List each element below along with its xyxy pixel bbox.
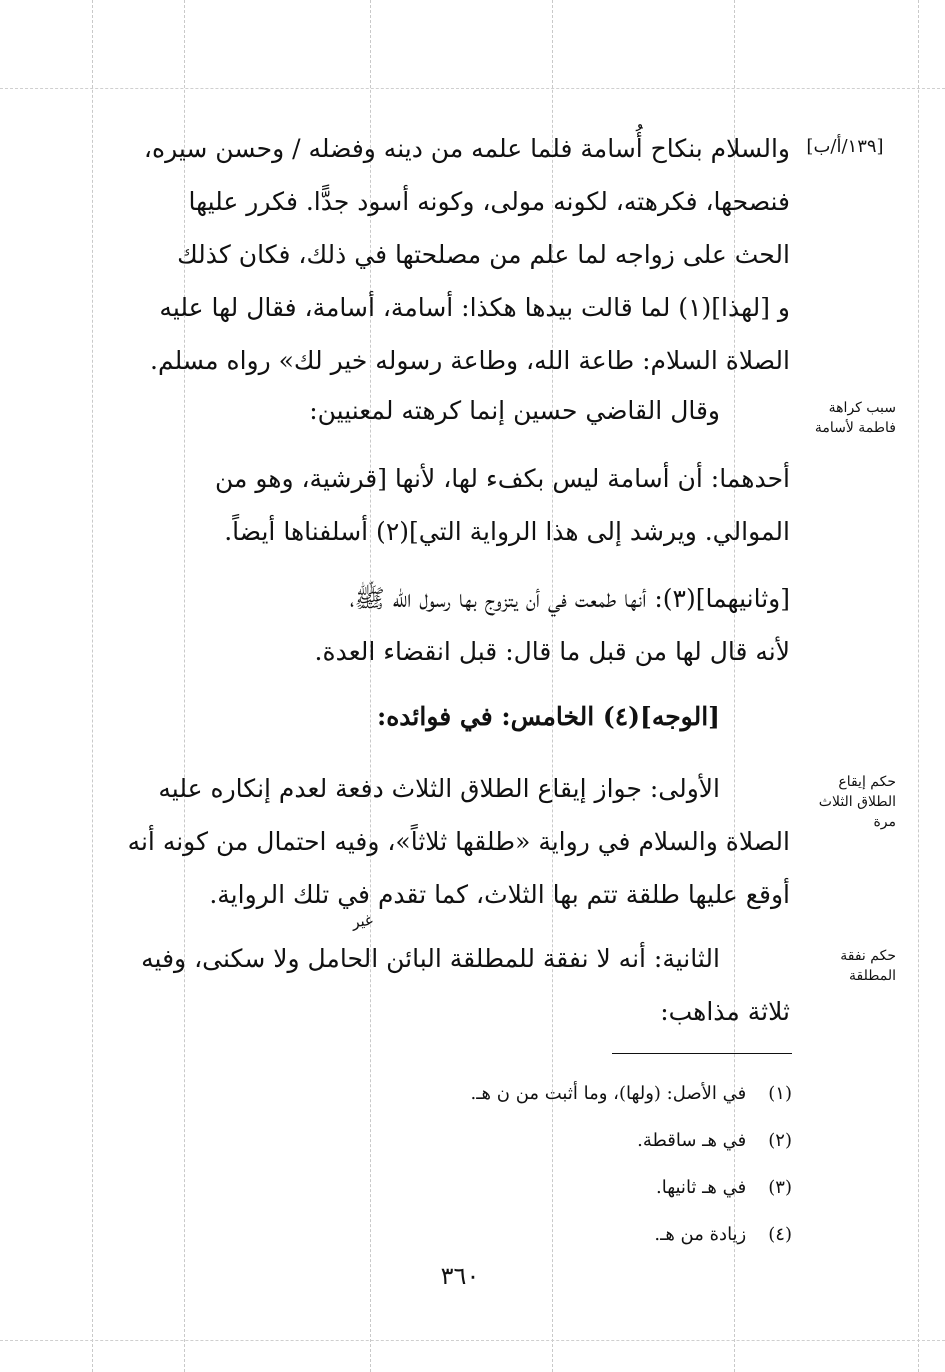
guide-line [92,0,93,1372]
paragraph-2 [108,384,790,437]
footnote-number: (٤) [768,1224,792,1245]
guide-line [0,1340,945,1341]
paragraph-6 [108,762,790,921]
text-line: الصلاة والسلام في رواية «طلقها ثلاثاً»، وفيه احتمال من كونه أنه [127,827,790,856]
section-heading [108,690,790,743]
footnote [380,1164,792,1211]
footnote [380,1211,792,1258]
footnote-number: (١) [768,1083,792,1104]
footnote-text: زيادة من هـ. [654,1224,747,1245]
side-note-triple-divorce: حكم إيقاع الطلاق الثلاث مرة [818,774,896,830]
side-note-reason: سبب كراهة فاطمة لأسامة [814,400,896,436]
footnote-separator [612,1053,792,1054]
paragraph-7 [108,932,790,1038]
text-line: [الوجه](٤) الخامس: في فوائده: [376,702,720,731]
paragraph-3 [108,452,790,558]
footnote-number: (٢) [768,1130,792,1151]
footnote [380,1117,792,1164]
text-line: الصلاة السلام: طاعة الله، وطاعة رسوله خير لك» رواه مسلم. [150,346,790,375]
text-line: الثانية: أنه لا نفقة للمطلقة البائن الحامل ولا سكنى، وفيه [141,944,720,973]
text-line: وقال القاضي حسين إنما كرهته لمعنيين: [309,396,720,425]
footnote [380,1070,792,1117]
paragraph-4 [108,572,790,678]
text-line: الحث على زواجه لما علم من مصلحتها في ذلك، فكان كذلك [177,240,790,269]
page-number: ٣٦٠ [440,1262,480,1290]
handwritten-annotation: غير [350,910,374,932]
text-line: [وثانيهما](٣): أنها طمعت في أن يتزوج بها رسول الله ﷺ، [349,584,790,613]
footnote-text: في الأصل: (ولها)، وما أثبت من ن هـ. [470,1083,747,1104]
footnote-number: (٣) [768,1177,792,1198]
text-line: الموالي. ويرشد إلى هذا الرواية التي](٢) أسلفناها أيضاً. [224,517,790,546]
footnote-text: في هـ ساقطة. [637,1130,747,1151]
text-line: والسلام بنكاح أُسامة فلما علمه من دينه وفضله / وحسن سيره، [143,134,790,163]
side-note-maintenance: حكم نفقة المطلقة [840,948,896,984]
footnote-text: في هـ ثانيها. [656,1177,747,1198]
text-line: أحدهما: أن أسامة ليس بكفء لها، لأنها [قرشية، وهو من [215,464,790,493]
text-line: و [لهذا](١) لما قالت بيدها هكذا: أسامة، أسامة، فقال لها عليه [159,293,790,322]
text-line: فنصحها، فكرهته، لكونه مولى، وكونه أسود جدًّا. فكرر عليها [188,187,790,216]
text-line: أوقع عليها طلقة تتم بها الثلاث، كما تقدم في تلك الرواية. [209,880,790,909]
guide-line [0,88,945,89]
footnotes [380,1070,792,1258]
folio-marker: [١٣٩/أ/ب] [806,136,884,157]
text-line: ثلاثة مذاهب: [660,997,790,1026]
guide-line [918,0,919,1372]
text-line: الأولى: جواز إيقاع الطلاق الثلاث دفعة لعدم إنكاره عليه [158,774,720,803]
paragraph-1 [108,122,790,387]
text-line: لأنه قال لها من قبل ما قال: قبل انقضاء العدة. [314,637,790,666]
